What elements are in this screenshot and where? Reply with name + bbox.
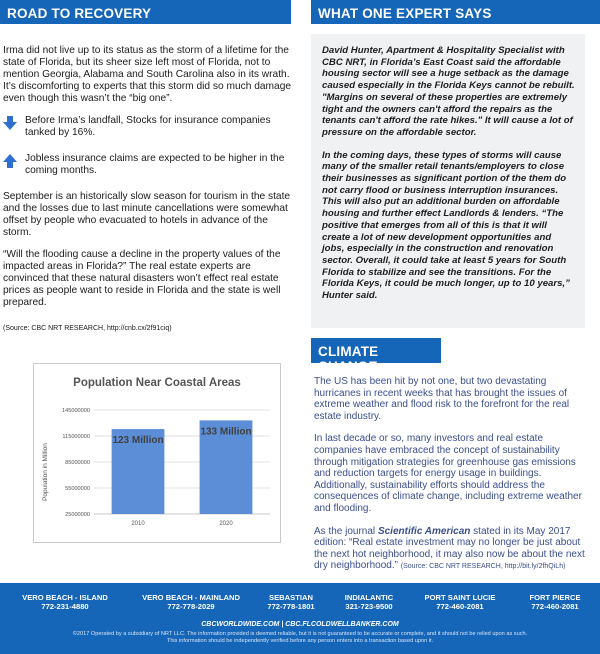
- climate-paragraph-3-start: As the journal: [314, 525, 378, 537]
- footer-websites[interactable]: CBCWORLDWIDE.COM | CBC.FLCOLDWELLBANKER.COM: [201, 621, 399, 628]
- climate-paragraph-2: In last decade or so, many investors and real estate companies have embraced the concept of sustainability through mitigation strategies for greenhouse gas emissions and reduction targets for energy usage in buildings. Additionally, sustainability efforts should address the consequences of climate change, including extreme weather and flooding.: [314, 433, 582, 514]
- population-chart: [33, 363, 281, 543]
- expert-header: WHAT ONE EXPERT SAYS: [311, 0, 600, 24]
- recovery-paragraph-3: “Will the flooding cause a decline in the property values of the impacted areas in Florida?” The real estate experts are convinced that these natural disasters won’t effect real estate prices as people want to reside in Florida and the state is well prepared.: [3, 249, 281, 308]
- journal-name: Scientific American: [377, 525, 471, 537]
- road-to-recovery-section: [3, 45, 293, 345]
- office-phone: 772-778-1801: [267, 602, 315, 611]
- chart-data-label: 133 Million: [200, 426, 252, 438]
- arrow-down-icon: [3, 116, 17, 130]
- bullet-stocks: [3, 115, 293, 139]
- office-name: FORT PIERCE: [529, 593, 581, 602]
- chart-x-tick-label: 2020: [219, 521, 233, 527]
- recovery-paragraph-1: Irma did not live up to its status as the storm of a lifetime for the state of Florida, but its sheer size left most of Florida, not to mention Georgia, Alabama and South Carolina also in its wrath. It’s discomforting to experts that this storm did so much damage even though this wasn’t the “big one”.: [3, 45, 292, 104]
- office-phone: 772-460-2081: [531, 602, 579, 611]
- office-name: PORT SAINT LUCIE: [424, 593, 496, 602]
- arrow-up-icon: [3, 154, 17, 168]
- chart-y-tick-label: 25000000: [65, 512, 90, 518]
- chart-y-tick-label: 55000000: [65, 486, 90, 492]
- bullet-stocks-text: Before Irma’s landfall, Stocks for insurance companies tanked by 16%.: [25, 115, 271, 138]
- recovery-source: (Source: CBC NRT RESEARCH, http://cnb.cx/2f91ciq): [3, 325, 172, 332]
- office-vero-beach-island: [0, 593, 130, 611]
- office-name: SEBASTIAN: [269, 593, 313, 602]
- disclaimer-line-2: This information should be independently verified before any person enters into a transaction based upon it.: [166, 638, 434, 644]
- bullet-jobless: [3, 153, 293, 177]
- chart-y-tick-label: 85000000: [65, 460, 90, 466]
- climate-paragraph-1: The US has been hit by not one, but two devastating hurricanes in recent weeks that has brought the issues of extreme weather and flood risk to the forefront for the real estate industry.: [314, 376, 570, 422]
- office-name: VERO BEACH - MAINLAND: [142, 593, 240, 602]
- climate-paragraph-3: [314, 526, 592, 573]
- climate-change-header: CLIMATE CHANGE: [311, 338, 441, 363]
- office-sebastian: [252, 593, 330, 611]
- chart-y-axis-label: Population in Million: [42, 443, 49, 501]
- chart-y-tick-label: 145000000: [62, 408, 90, 414]
- office-phone: 772-231-4880: [41, 602, 89, 611]
- chart-title: Population Near Coastal Areas: [73, 377, 241, 389]
- climate-paragraph-3-end: stated in its May 2017 edition: “Real estate investment may no longer be just about the next hot neighborhood, it may also now be about the next dry neighborhood.”: [314, 525, 585, 572]
- climate-source: (Source: CBC NRT RESEARCH, http://bit.ly/2fhQiLh): [400, 563, 566, 571]
- office-name: INDIALANTIC: [344, 593, 394, 602]
- footer: [0, 583, 600, 654]
- office-port-saint-lucie: [410, 593, 510, 611]
- population-chart-svg: [34, 364, 280, 542]
- expert-paragraph-2: In the coming days, these types of storms will cause many of the smaller retail tenants/employers to close their businesses as significant portion of the them do not carry flood or business interruption insurances. This will also put an additional burden on affordable housing and further effect Landlords & lenders. “The positive that emerges from all of this is that it will create a lot of new development opportunities and jobs, especially in the construction and renovation sector. Overall, it could take at least 5 years for South Florida to stabilize and see the transitions. For the Florida Keys, it could be much longer, up to 10 years,” Hunter said.: [322, 149, 570, 302]
- footer-disclaimer: [0, 631, 600, 645]
- expert-quote-box: [311, 34, 585, 328]
- office-phone: 321-723-9500: [345, 602, 393, 611]
- office-name: VERO BEACH - ISLAND: [22, 593, 108, 602]
- bullet-jobless-text: Jobless insurance claims are expected to be higher in the coming months.: [25, 153, 285, 176]
- office-fort-pierce: [512, 593, 598, 611]
- chart-y-tick-label: 115000000: [62, 434, 90, 440]
- office-phone: 772-460-2081: [436, 602, 484, 611]
- office-phone: 772-778-2029: [167, 602, 215, 611]
- chart-data-label: 123 Million: [112, 435, 164, 447]
- expert-paragraph-1: David Hunter, Apartment & Hospitality Specialist with CBC NRT, in Florida’s East Coast said the affordable housing sector will see a huge setback as the damage caused especially in the Florida Keys cannot be rebuilt. "Margins on several of these properties are extremely tight and the owners can't afford the repairs as the tenants can't afford the rate hikes." It will cause a lot of pressure on the affordable sector.: [322, 45, 575, 138]
- chart-x-tick-label: 2010: [131, 521, 145, 527]
- office-indialantic: [330, 593, 408, 611]
- office-vero-beach-mainland: [128, 593, 254, 611]
- road-to-recovery-header: ROAD TO RECOVERY: [0, 0, 291, 24]
- recovery-paragraph-2: September is an historically slow season for tourism in the state and the losses due to last minute cancellations were somewhat offset by people who evacuated to hotels in advance of the storm.: [3, 191, 291, 238]
- disclaimer-line-1: ©2017 Operated by a subsidiary of NRT LLC. The information provided is deemed reliable, but it is not guaranteed to be accurate or complete, and it should not be relied upon as such.: [72, 631, 528, 637]
- climate-change-section: [314, 376, 592, 584]
